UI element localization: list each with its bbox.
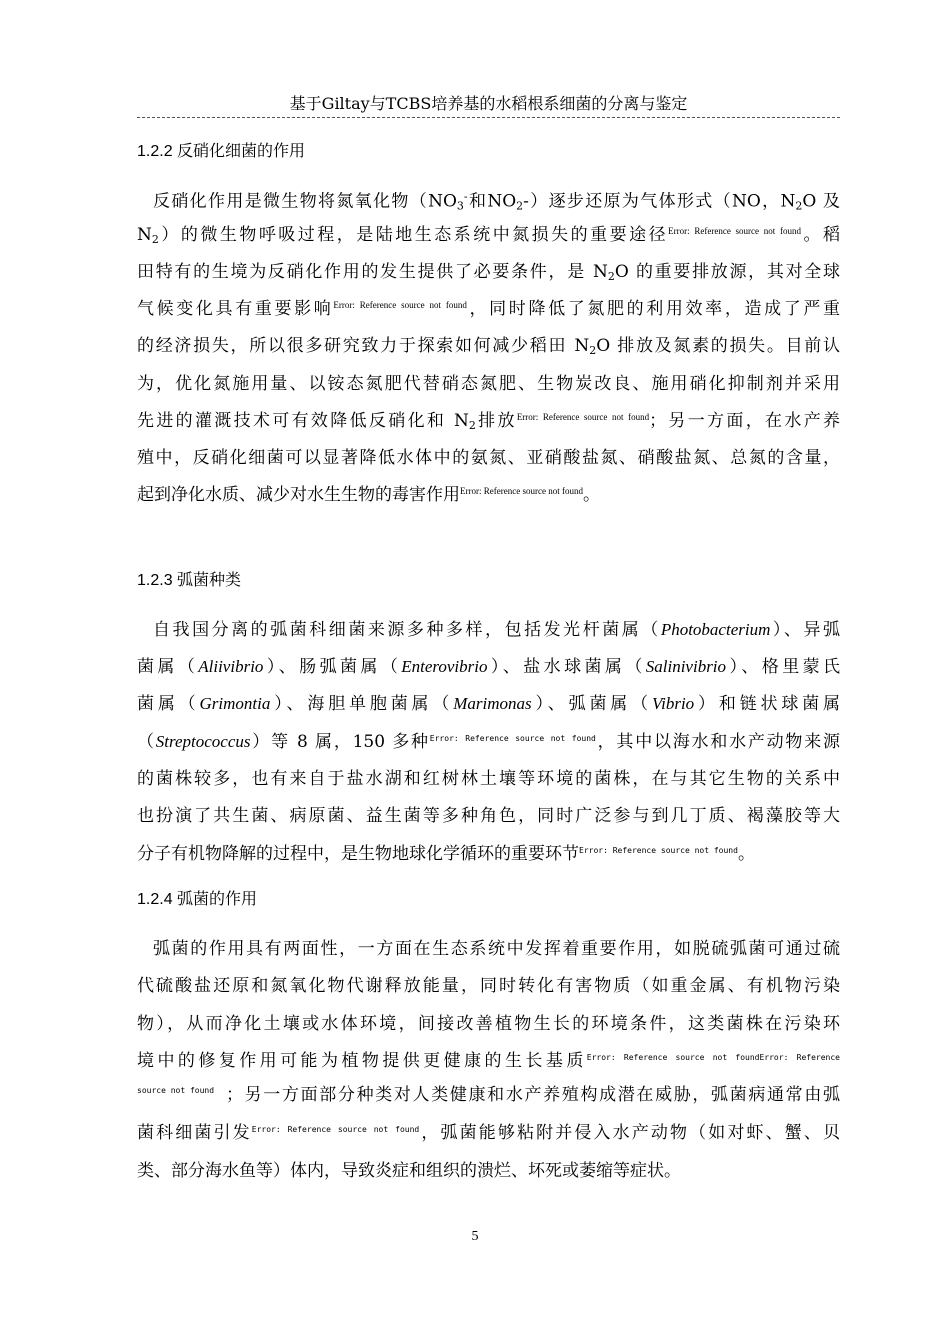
reference-error: Error: Reference source not found [460, 486, 583, 496]
p3-line-5: ；另一方面部分种类对人类健康和水产养殖构成潜在威胁，弧菌病通常由弧 [226, 1085, 840, 1105]
p3-line-4: 境中的修复作用可能为植物提供更健康的生长基质$^{Error: Reference source not foundError: Reference}$ [137, 1051, 840, 1071]
running-header: 基于Giltay与TCBS培养基的水稻根系细菌的分离与鉴定 [289, 94, 688, 113]
reference-error: Error: Reference source not found [251, 1125, 420, 1134]
p1-line-9: 起到净化水质、减少对水生生物的毒害作用$^{Error: Reference source not found}$。 [137, 485, 600, 505]
reference-error: Error: Reference source not found [579, 846, 738, 855]
p1-line-5: 的经济损失，所以很多研究致力于探索如何减少稻田 $N_2O$ 排放及氮素的损失。目前认 [137, 336, 841, 357]
section-heading-1-2-3: 1.2.3 弧菌种类 [137, 572, 242, 589]
p3-line-7: 类、部分海水鱼等）体内，导致炎症和组织的溃烂、坏死或萎缩等症状。 [137, 1161, 681, 1181]
p2-line-6: 也扮演了共生菌、病原菌、益生菌等多种角色，同时广泛参与到几丁质、褐藻胶等大 [137, 806, 840, 826]
reference-error: Error: Reference source not found [516, 412, 650, 422]
section-heading-1-2-4: 1.2.4 弧菌的作用 [137, 891, 258, 908]
reference-error: Error: Reference source not found [668, 226, 802, 236]
reference-error-continuation: source not found [137, 1086, 215, 1095]
p2-line-2: 菌属（Aliivibrio）、肠弧菌属（Enterovibrio）、盐水球菌属（Salinivibrio）、格里蒙氏 [137, 657, 841, 677]
p1-line-6: 为，优化氮施用量、以铵态氮肥代替硝态氮肥、生物炭改良、施用硝化抑制剂并采用 [137, 374, 840, 394]
p1-line-1: 反硝化作用是微生物将氮氧化物（$NO_3^-$和$NO_2-$）逐步还原为气体形式（NO，$N_2O$ 及 [153, 190, 841, 213]
page-number: 5 [471, 1229, 479, 1244]
reference-error: Error: Reference source not found [429, 734, 596, 743]
p2-line-1: 自我国分离的弧菌科细菌来源多种多样，包括发光杆菌属（Photobacterium）、异弧 [153, 620, 841, 640]
p2-line-7: 分子有机物降解的过程中，是生物地球化学循环的重要环节$^{Error: Reference source not found}$。 [137, 844, 755, 864]
p1-line-2: $N_2$）的微生物呼吸过程，是陆地生态系统中氮损失的重要途径$^{Error: Reference source not found}$。稻 [137, 225, 840, 246]
p1-line-4: 气候变化具有重要影响$^{Error: Reference source not found}$，同时降低了氮肥的利用效率，造成了严重 [137, 299, 841, 319]
p1-line-7: 先进的灌溉技术可有效降低反硝化和 $N_2$排放$^{Error: Reference source not found}$；另一方面，在水产养 [137, 411, 841, 432]
p2-line-5: 的菌株较多，也有来自于盐水湖和红树林土壤等环境的菌株，在与其它生物的关系中 [137, 769, 840, 789]
p1-line-3: 田特有的生境为反硝化作用的发生提供了必要条件，是 $N_2O$ 的重要排放源，其对全球 [137, 262, 841, 283]
p3-line-3: 物），从而净化土壤或水体环境，间接改善植物生长的环境条件，这类菌株在污染环 [137, 1014, 840, 1034]
p1-line-8: 殖中，反硝化细菌可以显著降低水体中的氨氮、亚硝酸盐氮、硝酸盐氮、总氮的含量， [137, 448, 840, 468]
reference-error: Error: Reference source not foundError: Reference [586, 1053, 840, 1062]
p3-line-1: 弧菌的作用具有两面性，一方面在生态系统中发挥着重要作用，如脱硫弧菌可通过硫 [153, 939, 840, 959]
section-heading-1-2-2: 1.2.2 反硝化细菌的作用 [137, 143, 306, 160]
p2-line-3: 菌属（Grimontia）、海胆单胞菌属（Marimonas）、弧菌属（Vibrio）和链状球菌属 [137, 694, 841, 714]
header-divider [137, 117, 840, 118]
p3-line-6: 菌科细菌引发$^{Error: Reference source not found}$，弧菌能够粘附并侵入水产动物（如对虾、蟹、贝 [137, 1123, 840, 1143]
p3-line-2: 代硫酸盐还原和氮氧化物代谢释放能量，同时转化有害物质（如重金属、有机物污染 [137, 976, 840, 996]
p2-line-4: （Streptococcus）等 8 属，150 多种$^{Error: Reference source not found}$，其中以海水和水产动物来源 [137, 732, 840, 752]
reference-error: Error: Reference source not found [333, 300, 467, 310]
